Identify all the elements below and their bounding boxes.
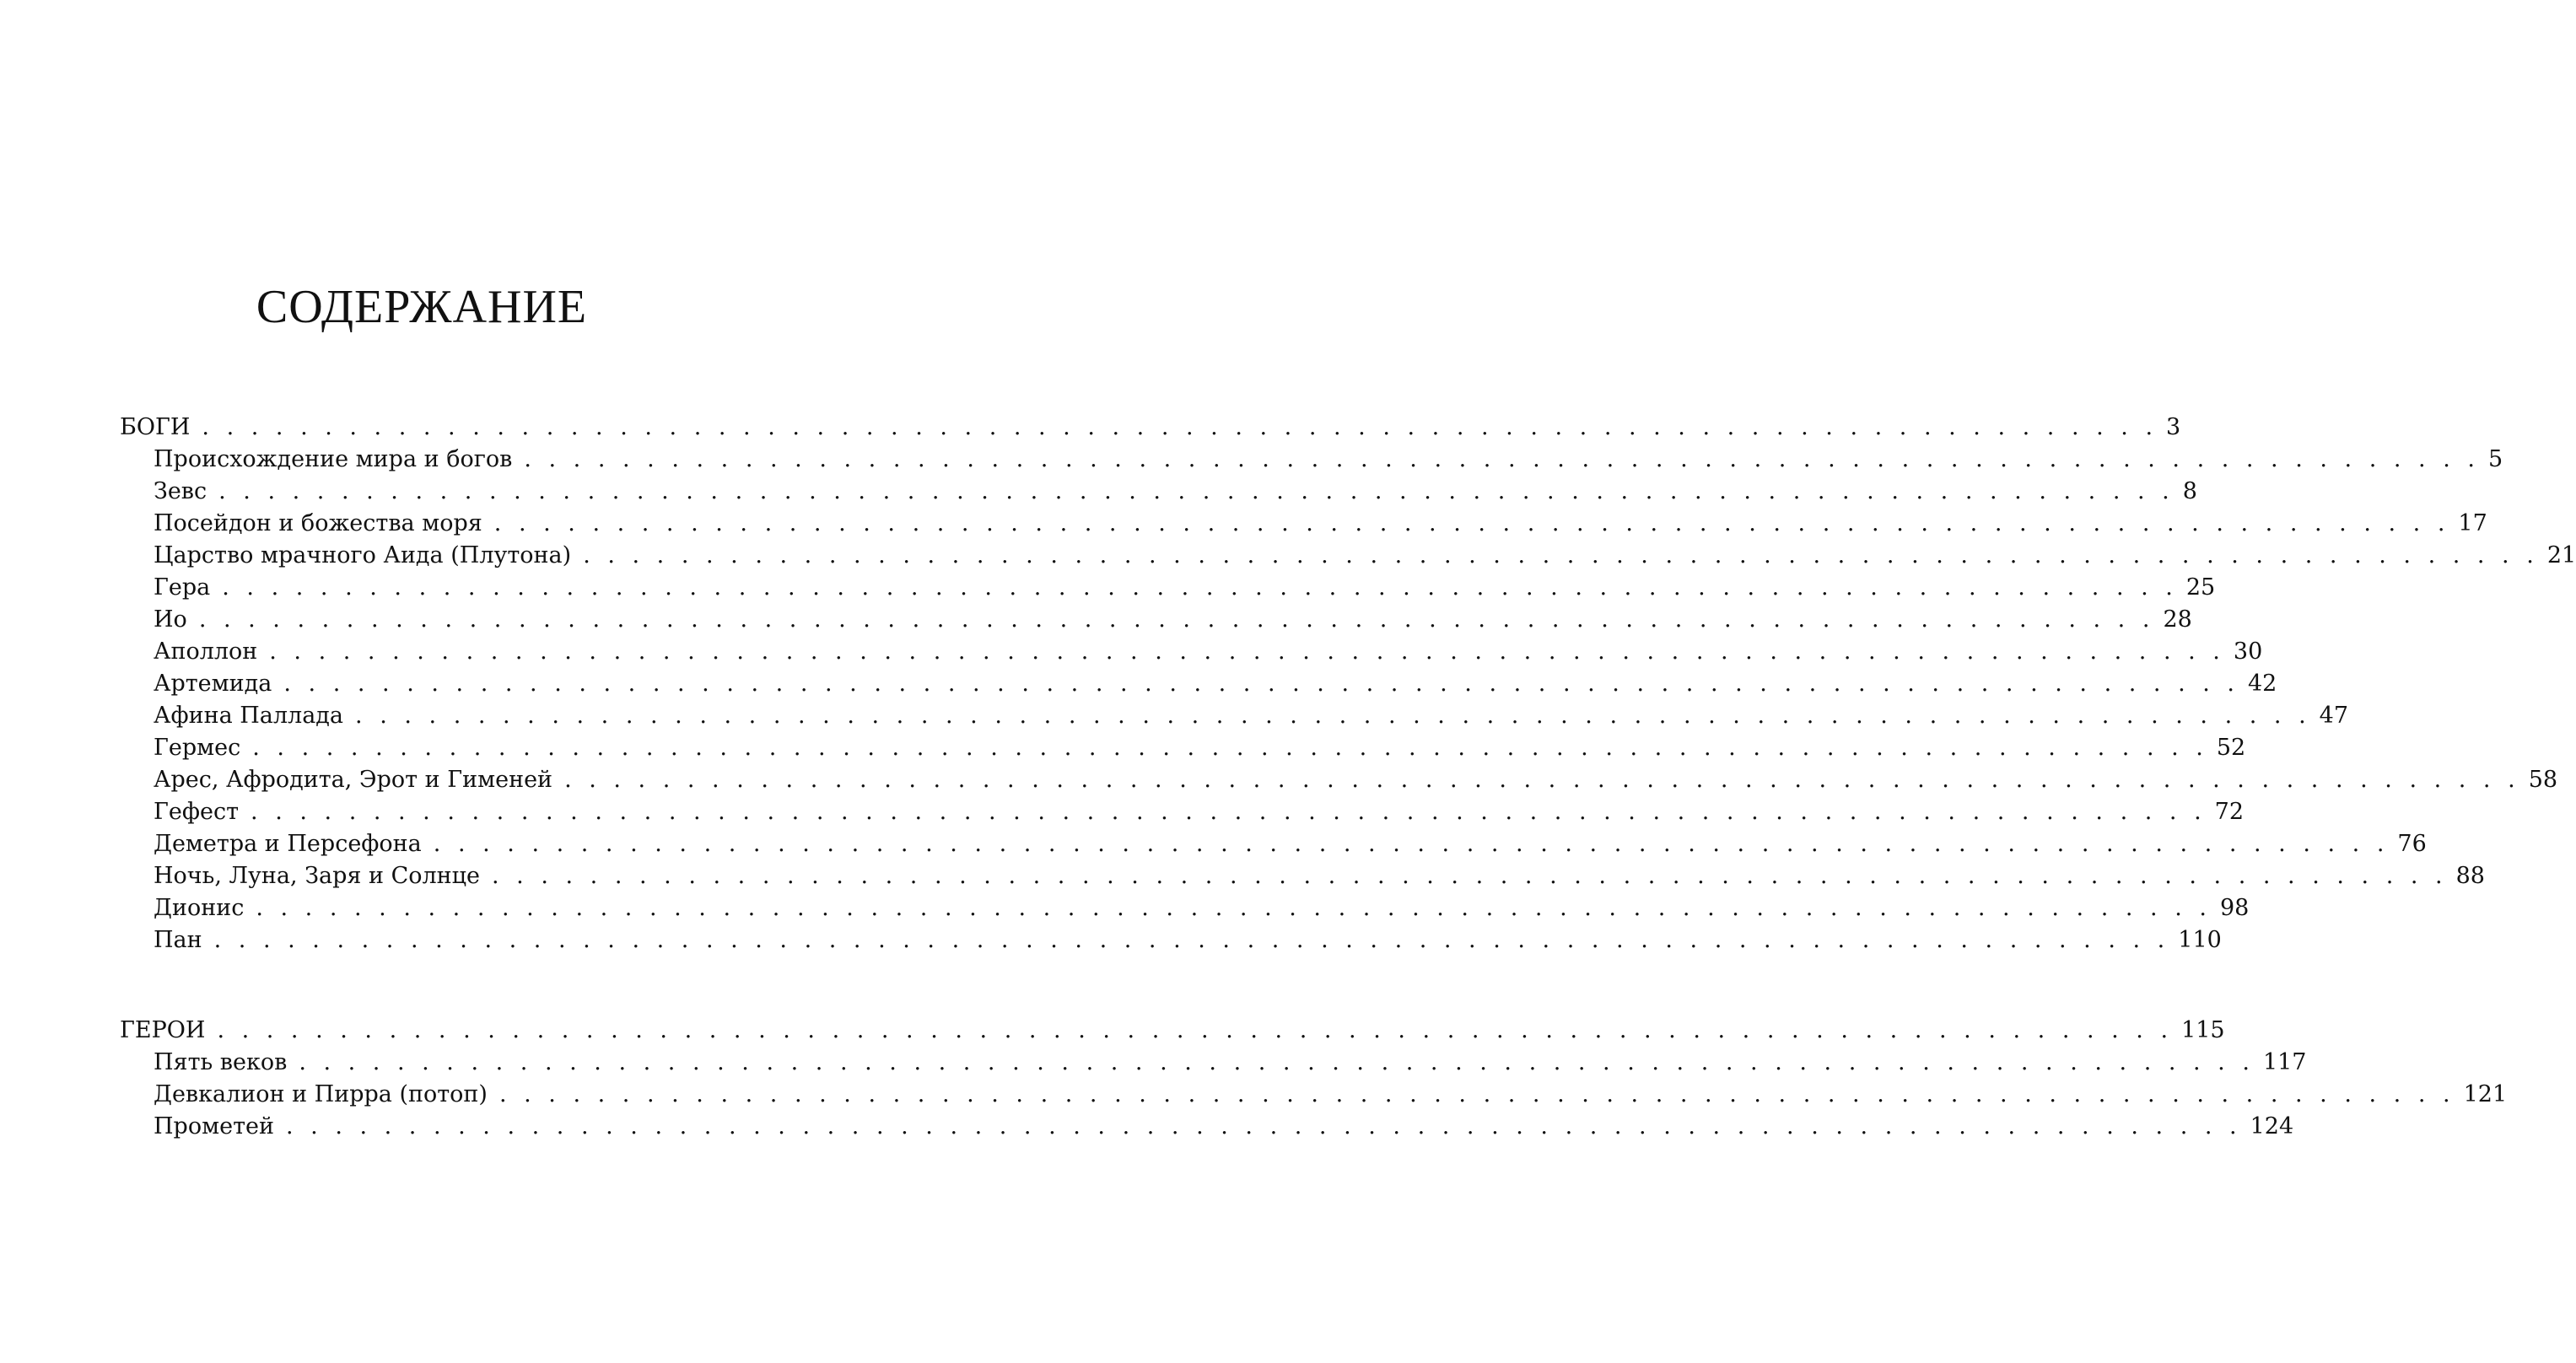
toc-entry-page-number: 76 [2397,831,2427,857]
toc-entry[interactable] [154,1111,2294,1143]
dot-leader: . . . . . . . . . . . . . . . . . . . . . . . . . . . . . . . . . . . . . . . . . . . . . . . . . . . . . . . . . . . . . . . . . . . . . . . . . . . . . . . . [498,1081,2455,1107]
toc-entry[interactable] [154,508,2487,540]
toc-entry-page-number: 88 [2455,863,2485,889]
dot-leader: . . . . . . . . . . . . . . . . . . . . . . . . . . . . . . . . . . . . . . . . . . . . . . . . . . . . . . . . . . . . . . . . . . . . . . . . . . . . . . . . [213,927,2170,953]
toc-entry-page-number: 8 [2182,478,2197,504]
toc-entry-page-number: 121 [2463,1081,2508,1107]
toc-entry[interactable] [154,764,2558,796]
toc-section-heading-label: БОГИ [120,414,191,440]
toc-entry-page-number: 72 [2214,799,2245,825]
toc-entry-label: Афина Паллада [154,703,344,729]
toc-entry-page-number: 58 [2528,767,2558,793]
toc-entry[interactable] [154,1047,2307,1079]
dot-leader: . . . . . . . . . . . . . . . . . . . . . . . . . . . . . . . . . . . . . . . . . . . . . . . . . . . . . . . . . . . . . . . . . . . . . . . . . . . . . . . . [256,895,2212,921]
toc-section-heroes [120,1015,2508,1143]
dot-leader: . . . . . . . . . . . . . . . . . . . . . . . . . . . . . . . . . . . . . . . . . . . . . . . . . . . . . . . . . . . . . . . . . . . . . . . . . . . . . . . . [564,767,2520,793]
toc-section-heading-page-number: 115 [2181,1017,2225,1043]
toc-entry[interactable] [154,892,2250,924]
toc-entry-page-number: 21 [2546,542,2576,568]
toc-entry-page-number: 30 [2233,638,2263,665]
dot-leader: . . . . . . . . . . . . . . . . . . . . . . . . . . . . . . . . . . . . . . . . . . . . . . . . . . . . . . . . . . . . . . . . . . . . . . . . . . . . . . . . [583,542,2539,568]
toc-entry[interactable] [154,732,2246,764]
toc-entry-page-number: 28 [2163,606,2192,633]
toc-entry[interactable] [154,476,2197,508]
toc-entry[interactable] [154,1079,2508,1111]
toc-entry-label: Гефест [154,799,240,825]
toc-entry-label: Ио [154,606,187,633]
toc-section-gods [120,412,2576,956]
dot-leader: . . . . . . . . . . . . . . . . . . . . . . . . . . . . . . . . . . . . . . . . . . . . . . . . . . . . . . . . . . . . . . . . . . . . . . . . . . . . . . . . [222,574,2178,601]
toc-entry-label: Аполлон [154,638,258,665]
toc-entry-label: Происхождение мира и богов [154,446,513,472]
toc-entry-label: Пан [154,927,202,953]
toc-entry-label: Гера [154,574,211,601]
toc-entry-page-number: 42 [2248,671,2277,697]
dot-leader: . . . . . . . . . . . . . . . . . . . . . . . . . . . . . . . . . . . . . . . . . . . . . . . . . . . . . . . . . . . . . . . . . . . . . . . . . . . . . . . . [218,478,2175,504]
toc-entry[interactable] [154,860,2485,892]
toc-entry-page-number: 25 [2185,574,2216,601]
dot-leader: . . . . . . . . . . . . . . . . . . . . . . . . . . . . . . . . . . . . . . . . . . . . . . . . . . . . . . . . . . . . . . . . . . . . . . . . . . . . . . . . [285,1113,2242,1139]
toc-section-heading-page-number: 3 [2166,414,2181,440]
dot-leader: . . . . . . . . . . . . . . . . . . . . . . . . . . . . . . . . . . . . . . . . . . . . . . . . . . . . . . . . . . . . . . . . . . . . . . . . . . . . . . . . [251,799,2207,825]
toc-entry-label: Посейдон и божества моря [154,510,482,536]
toc-entry[interactable] [154,444,2503,476]
toc-entry-page-number: 98 [2219,895,2250,921]
toc-entry-label: Арес, Афродита, Эрот и Гименей [154,767,553,793]
toc-entry-label: Прометей [154,1113,274,1139]
toc-entry-label: Царство мрачного Аида (Плутона) [154,542,572,568]
toc-entry-page-number: 110 [2178,927,2222,953]
toc-entry-page-number: 5 [2487,446,2503,472]
dot-leader: . . . . . . . . . . . . . . . . . . . . . . . . . . . . . . . . . . . . . . . . . . . . . . . . . . . . . . . . . . . . . . . . . . . . . . . . . . . . . . . . [493,510,2450,536]
dot-leader: . . . . . . . . . . . . . . . . . . . . . . . . . . . . . . . . . . . . . . . . . . . . . . . . . . . . . . . . . . . . . . . . . . . . . . . . . . . . . . . . [283,671,2239,697]
dot-leader: . . . . . . . . . . . . . . . . . . . . . . . . . . . . . . . . . . . . . . . . . . . . . . . . . . . . . . . . . . . . . . . . . . . . . . . . . . . . . . . . [524,446,2480,472]
dot-leader: . . . . . . . . . . . . . . . . . . . . . . . . . . . . . . . . . . . . . . . . . . . . . . . . . . . . . . . . . . . . . . . . . . . . . . . . . . . . . . . . [299,1049,2255,1075]
page-title: СОДЕРЖАНИЕ [256,281,588,333]
toc-entry[interactable] [154,828,2427,860]
toc-entry-label: Деметра и Персефона [154,831,422,857]
toc-entry[interactable] [154,636,2263,668]
toc-entry-label: Девкалион и Пирра (потоп) [154,1081,488,1107]
toc-entry-page-number: 17 [2458,510,2487,536]
toc-section-heading[interactable] [120,412,2181,444]
toc-entry-page-number: 124 [2250,1113,2294,1139]
toc-entry[interactable] [154,540,2576,572]
dot-leader: . . . . . . . . . . . . . . . . . . . . . . . . . . . . . . . . . . . . . . . . . . . . . . . . . . . . . . . . . . . . . . . . . . . . . . . . . . . . . . . . [433,831,2390,857]
dot-leader: . . . . . . . . . . . . . . . . . . . . . . . . . . . . . . . . . . . . . . . . . . . . . . . . . . . . . . . . . . . . . . . . . . . . . . . . . . . . . . . . [198,606,2155,633]
toc-entry-page-number: 47 [2319,703,2349,729]
toc-entry[interactable] [154,668,2277,700]
toc-entry[interactable] [154,604,2192,636]
toc-entry-label: Гермес [154,735,241,761]
toc-entry[interactable] [154,924,2222,956]
toc-entry-page-number: 52 [2216,735,2246,761]
toc-entry-label: Ночь, Луна, Заря и Солнце [154,863,480,889]
dot-leader: . . . . . . . . . . . . . . . . . . . . . . . . . . . . . . . . . . . . . . . . . . . . . . . . . . . . . . . . . . . . . . . . . . . . . . . . . . . . . . . . [252,735,2208,761]
toc-entry-label: Зевс [154,478,207,504]
dot-leader: . . . . . . . . . . . . . . . . . . . . . . . . . . . . . . . . . . . . . . . . . . . . . . . . . . . . . . . . . . . . . . . . . . . . . . . . . . . . . . . . [269,638,2225,665]
toc-entry[interactable] [154,796,2245,828]
dot-leader: . . . . . . . . . . . . . . . . . . . . . . . . . . . . . . . . . . . . . . . . . . . . . . . . . . . . . . . . . . . . . . . . . . . . . . . . . . . . . . . . [217,1017,2174,1043]
toc-entry-label: Дионис [154,895,245,921]
dot-leader: . . . . . . . . . . . . . . . . . . . . . . . . . . . . . . . . . . . . . . . . . . . . . . . . . . . . . . . . . . . . . . . . . . . . . . . . . . . . . . . . [492,863,2448,889]
dot-leader: . . . . . . . . . . . . . . . . . . . . . . . . . . . . . . . . . . . . . . . . . . . . . . . . . . . . . . . . . . . . . . . . . . . . . . . . . . . . . . . . [202,414,2158,440]
toc-entry[interactable] [154,700,2349,732]
toc-entry-label: Артемида [154,671,272,697]
toc-section-heading-label: ГЕРОИ [120,1017,206,1043]
toc-entry-page-number: 117 [2262,1049,2307,1075]
toc-entry[interactable] [154,572,2216,604]
dot-leader: . . . . . . . . . . . . . . . . . . . . . . . . . . . . . . . . . . . . . . . . . . . . . . . . . . . . . . . . . . . . . . . . . . . . . . . . . . . . . . . . [355,703,2311,729]
toc-entry-label: Пять веков [154,1049,288,1075]
toc-section-heading[interactable] [120,1015,2225,1047]
